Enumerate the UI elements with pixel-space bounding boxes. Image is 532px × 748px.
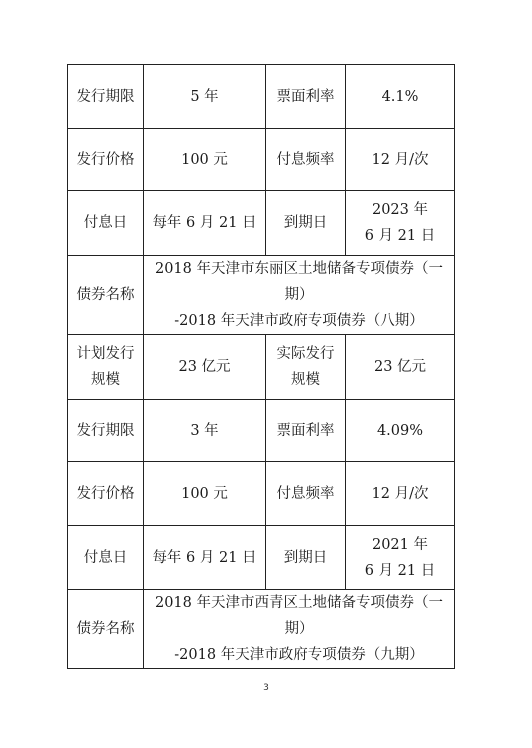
label-interest-date: 付息日: [68, 526, 144, 590]
bond-name-line1: 2018 年天津市东丽区土地储备专项债券（一期）: [154, 261, 443, 303]
label-maturity-date: 到期日: [266, 191, 346, 256]
label-coupon-rate: 票面利率: [266, 65, 346, 129]
value-maturity-date: [346, 191, 455, 256]
table-row: [68, 462, 455, 526]
label-bond-name: 债券名称: [68, 256, 144, 335]
table-row: [68, 129, 455, 191]
value-planned-scale: 23 亿元: [144, 335, 266, 400]
label-actual-scale: 实际发行 规模: [266, 335, 346, 400]
value-bond-name: [144, 256, 455, 335]
label-interest-date: 付息日: [68, 191, 144, 256]
label-issue-term: 发行期限: [68, 65, 144, 129]
bond-name-line1: 2018 年天津市西青区土地储备专项债券（一期）: [154, 595, 443, 637]
table-row: [68, 400, 455, 462]
maturity-year: 2021 年: [371, 536, 428, 553]
maturity-year: 2023 年: [371, 202, 428, 218]
value-issue-price: 100 元: [144, 129, 266, 191]
value-coupon-rate: 4.09%: [346, 400, 455, 462]
label-maturity-date: 到期日: [266, 526, 346, 590]
label-bond-name: 债券名称: [68, 590, 144, 669]
table-row: [68, 191, 455, 256]
bond-name-line2: -2018 年天津市政府专项债券（九期）: [174, 647, 424, 663]
value-actual-scale: 23 亿元: [346, 335, 455, 400]
table-row: [68, 335, 455, 400]
label-issue-term: 发行期限: [68, 400, 144, 462]
value-interest-date: 每年 6 月 21 日: [144, 526, 266, 590]
maturity-day: 6 月 21 日: [364, 562, 436, 579]
label-interest-frequency: 付息频率: [266, 129, 346, 191]
table-row: [68, 590, 455, 669]
label-coupon-rate: 票面利率: [266, 400, 346, 462]
maturity-day: 6 月 21 日: [364, 228, 436, 244]
value-issue-price: 100 元: [144, 462, 266, 526]
page-number: 3: [263, 683, 269, 693]
value-issue-term: 3 年: [144, 400, 266, 462]
value-coupon-rate: 4.1%: [346, 65, 455, 129]
label-issue-price: 发行价格: [68, 129, 144, 191]
value-bond-name: [144, 590, 455, 669]
table-row: [68, 256, 455, 335]
bond-name-line2: -2018 年天津市政府专项债券（八期）: [174, 313, 424, 329]
bond-info-table: [67, 64, 455, 669]
label-issue-price: 发行价格: [68, 462, 144, 526]
value-interest-frequency: 12 月/次: [346, 129, 455, 191]
value-issue-term: 5 年: [144, 65, 266, 129]
value-maturity-date: [346, 526, 455, 590]
table-row: [68, 526, 455, 590]
label-planned-scale: 计划发行 规模: [68, 335, 144, 400]
table-row: [68, 65, 455, 129]
value-interest-date: 每年 6 月 21 日: [144, 191, 266, 256]
value-interest-frequency: 12 月/次: [346, 462, 455, 526]
label-interest-frequency: 付息频率: [266, 462, 346, 526]
